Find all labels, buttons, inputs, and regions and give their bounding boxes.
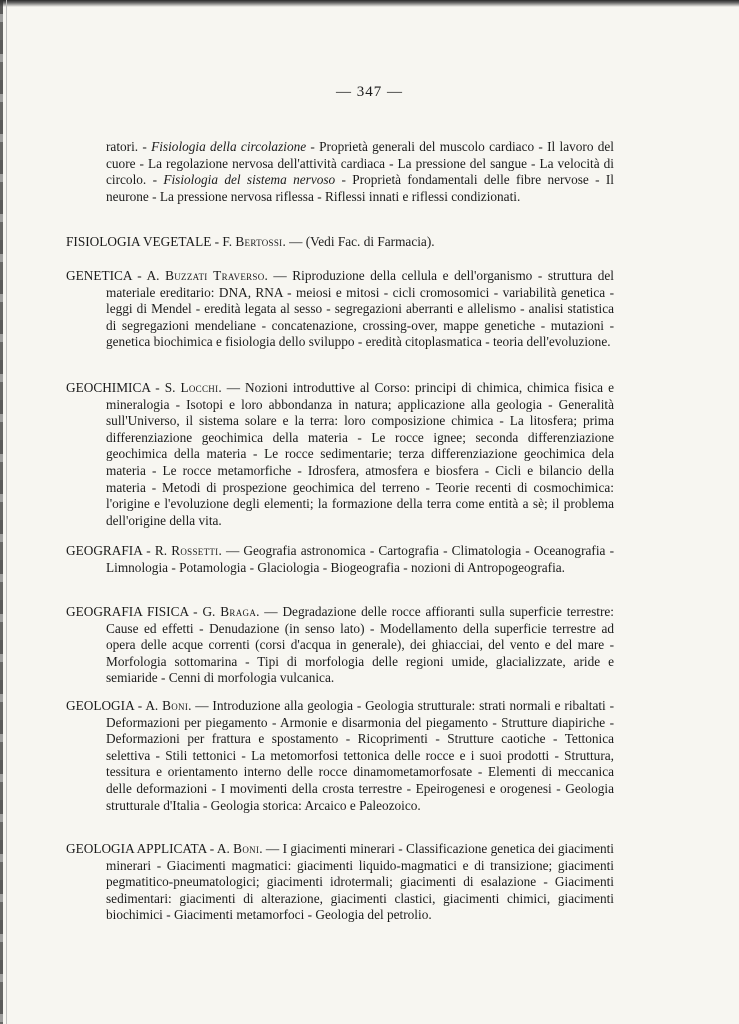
entry-body: — Nozioni introduttive al Corso: principi di chimica, chimica fisica e mineralogia - Isotopi e loro abbondanza in natura; applicazione alla geologia - Generalità sull'Universo, il sistema solare e la terra: loro composizione chimica - La litosfera; prima differenziazione geochimica della materia - Le rocce ignee; seconda differenziazione geochimica della materia - Le rocce sedimentarie; terza differenziazione geochimica dela materia - Le rocce metamorfiche - Idrosfera, atmosfera e biosfera - Cicli e bilancio della materia - Metodi di prospezione geochimica del terreno - Teorie recenti di cosmochimica: l'origine e l'evoluzione degli elementi; la formazione della terra come entità a sè; il problema dell'origine della vita. <box>106 380 614 528</box>
entry-geologia: GEOLOGIA - A. Boni. — Introduzione alla geologia - Geologia strutturale: strati normali e ribaltati - Deformazioni per piegamento - Armonie e disarmonia del piegamento - Strutture diapiriche - Deformazioni per frattura e spostamento - Ricoprimenti - Strutture caotiche - Tettonica selettiva - Stili tettonici - La metomorfosi tettonica delle rocce e i suoi prodotti - Struttura, tessitura e orientamento interno delle rocce dinamometamorfosate - Elementi di meccanica delle deformazioni - I movimenti della crosta terrestre - Epeirogenesi e orogenesi - Geologia strutturale d'Italia - Geologia storica: Arcaico e Paleozoico. <box>66 698 614 813</box>
entry-body: — (Vedi Fac. di Farmacia). <box>285 234 435 249</box>
entry-author: Buzzati Traverso <box>165 268 265 283</box>
entry-body: — I giacimenti minerari - Classificazione genetica dei giacimenti minerari - Giacimenti magmatici: giacimenti liquido-magmatici e di transizione; giacimenti pegmatitico-pneumatologici; giacimenti idrotermali; giacimenti di esalazione - Giacimenti sedimentari: giacimenti di alterazione, giacimenti clastici, giacimenti chimici, giacimenti biochimici - Giacimenti metamorfoci - Geologia del petrolio. <box>106 841 615 923</box>
scan-left-rule <box>6 0 7 1024</box>
entry-body: — Riproduzione della cellula e dell'organismo - struttura del materiale ereditario: DNA, RNA - meiosi e mitosi - cicli cromosomici - variabilità genetica - leggi di Mendel - eredità legata al sesso - segregazioni aberranti e allelismo - analisi statistica di segregazioni mendeliane - concatenazione, crossing-over, mappe genetiche - mutazioni - genetica biochimica e fisiologia dello sviluppo - eredità citoplasmatica - teoria dell'evoluzione. <box>106 268 614 350</box>
entry-subject: FISIOLOGIA VEGETALE <box>66 234 212 249</box>
section-title-sistema-nervoso: Fisiologia del sistema nervoso <box>163 172 336 188</box>
continuation-paragraph: ratori. - Fisiologia della circolazione - Proprietà generali del muscolo cardiaco - Il lavoro del cuore - La regolazione nervosa dell'attività cardiaca - La pressione del sangue - La velocità di circolo. - Fisiologia del sistema nervoso - Proprietà fondamentali delle fibre nervose - Il neurone - La pressione nervosa riflessa - Riflessi innati e riflessi condizionati. <box>106 139 614 204</box>
entry-geochimica: GEOCHIMICA - S. Locchi. — Nozioni introduttive al Corso: principi di chimica, chimica fisica e mineralogia - Isotopi e loro abbondanza in natura; applicazione alla geologia - Generalità sull'Universo, il sistema solare e la terra: loro composizione chimica - La litosfera; prima differenziazione geochimica della materia - Le rocce ignee; seconda differenziazione geochimica della materia - Le rocce sedimentarie; terza differenziazione geochimica dela materia - Le rocce metamorfiche - Idrosfera, atmosfera e biosfera - Cicli e bilancio della materia - Metodi di prospezione geochimica del terreno - Teorie recenti di cosmochimica: l'origine e l'evoluzione degli elementi; la formazione della terra come entità a sè; il problema dell'origine della vita. <box>66 380 614 528</box>
scan-left-edge <box>0 0 3 1024</box>
entry-body: — Degradazione delle rocce affioranti sulla superficie terrestre: Cause ed effetti - Denudazione (in senso lato) - Modellamento della superficie terrestre ad opera delle acque correnti (corsi d'acqua in generale), dei ghiacciai, del vento e del mare - Morfologia sottomarina - Tipi di morfologia delle regioni umide, glacializzate, aride e semiaride - Cenni di morfologia vulcanica. <box>106 604 614 686</box>
entry-author: Boni <box>162 698 189 713</box>
entry-author: Locchi <box>180 380 219 395</box>
entry-author: Bertossi <box>235 234 283 249</box>
entry-subject: GEOLOGIA <box>66 698 134 713</box>
entry-subject: GEOGRAFIA FISICA <box>66 604 189 619</box>
entry-body: — Introduzione alla geologia - Geologia strutturale: strati normali e ribaltati - Deformazioni per piegamento - Armonie e disarmonia del piegamento - Strutture diapiriche - Deformazioni per frattura e spostamento - Ricoprimenti - Strutture caotiche - Tettonica selettiva - Stili tettonici - La metomorfosi tettonica delle rocce e i suoi prodotti - Struttura, tessitura e orientamento interno delle rocce dinamometamorfosate - Elementi di meccanica delle deformazioni - I movimenti della crosta terrestre - Epeirogenesi e orogenesi - Geologia strutturale d'Italia - Geologia storica: Arcaico e Paleozoico. <box>106 698 614 813</box>
section-title-circolazione: Fisiologia della circolazione <box>151 139 307 154</box>
page-number: — 347 — <box>336 84 403 100</box>
entry-fisiologia-vegetale: FISIOLOGIA VEGETALE - F. Bertossi. — (Vedi Fac. di Farmacia). <box>66 234 435 249</box>
entry-author: Rossetti <box>171 543 219 558</box>
entry-geologia-applicata: GEOLOGIA APPLICATA - A. Boni. — I giacimenti minerari - Classificazione genetica dei giacimenti minerari - Giacimenti magmatici: giacimenti liquido-magmatici e di transizione; giacimenti pegmatitico-pneumatologici; giacimenti idrotermali; giacimenti di esalazione - Giacimenti sedimentari: giacimenti di alterazione, giacimenti clastici, giacimenti chimici, giacimenti biochimici - Giacimenti metamorfoci - Geologia del petrolio. <box>66 841 615 923</box>
entry-subject: GENETICA <box>66 268 132 283</box>
entry-author: Braga <box>220 604 257 619</box>
scan-top-edge <box>0 0 739 7</box>
entry-geografia-fisica: GEOGRAFIA FISICA - G. Braga. — Degradazione delle rocce affioranti sulla superficie terrestre: Cause ed effetti - Denudazione (in senso lato) - Modellamento della superficie terrestre ad opera delle acque correnti (corsi d'acqua in generale), dei ghiacciai, del vento e del mare - Morfologia sottomarina - Tipi di morfologia delle regioni umide, glacializzate, aride e semiaride - Cenni di morfologia vulcanica. <box>66 604 614 686</box>
entry-subject: GEOCHIMICA <box>66 380 151 395</box>
entry-body: — Geografia astronomica - Cartografia - Climatologia - Oceanografia - Limnologia - Potamologia - Glaciologia - Biogeografia - nozioni di Antropogeografia. <box>106 543 615 575</box>
entry-subject: GEOLOGIA APPLICATA <box>66 841 207 856</box>
entry-genetica: GENETICA - A. Buzzati Traverso. — Riproduzione della cellula e dell'organismo - struttura del materiale ereditario: DNA, RNA - meiosi e mitosi - cicli cromosomici - variabilità genetica - leggi di Mendel - eredità legata al sesso - segregazioni aberranti e allelismo - analisi statistica di segregazioni mendeliane - concatenazione, crossing-over, mappe genetiche - mutazioni - genetica biochimica e fisiologia dello sviluppo - eredità citoplasmatica - teoria dell'evoluzione. <box>66 268 614 350</box>
entry-geografia: GEOGRAFIA - R. Rossetti. — Geografia astronomica - Cartografia - Climatologia - Oceanografia - Limnologia - Potamologia - Glaciologia - Biogeografia - nozioni di Antropogeografia. <box>66 543 615 575</box>
entry-subject: GEOGRAFIA <box>66 543 143 558</box>
entry-author: Boni <box>233 841 260 856</box>
